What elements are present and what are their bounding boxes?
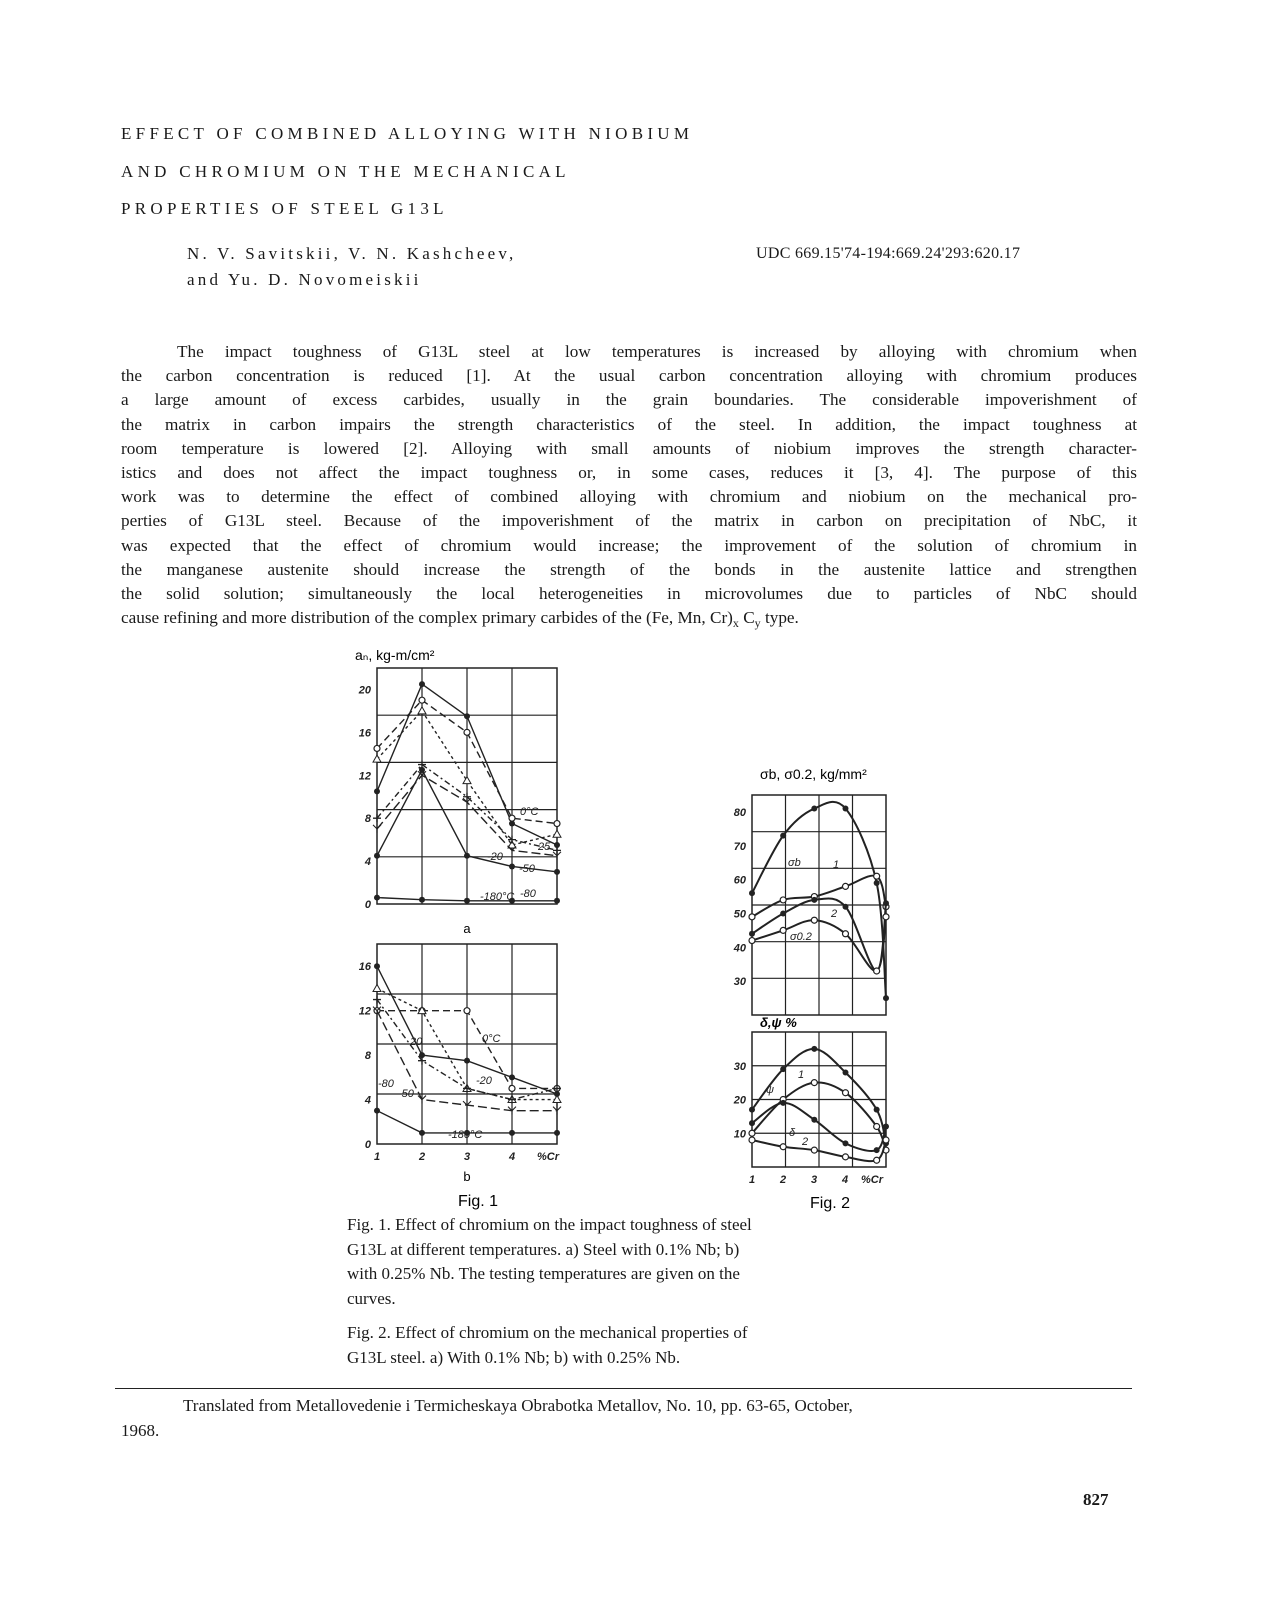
data-point [883,900,889,906]
data-point [842,1154,848,1160]
data-point [780,910,786,916]
fig2-strength-plot [733,795,889,1015]
x-tick-label: 2 [779,1174,787,1186]
x-tick-label: 3 [810,1174,818,1186]
data-point [874,968,880,974]
body-line: the manganese austenite should increase the strength of the bonds in the austenite lattice and strengthen [121,559,1137,579]
data-point [749,1137,755,1143]
y-tick-label: 50 [733,908,746,921]
data-point [509,1085,515,1091]
y-tick-label: 10 [733,1128,746,1141]
body-last-text: cause refining and more distribution of the complex primary carbides of the (Fe, Mn, Cr) [121,608,733,628]
curve-label: 2 [831,908,838,920]
fig1a-plot [358,668,561,911]
fig2-caption-line: G13L steel. a) With 0.1% Nb; b) with 0.25% Nb. [347,1347,681,1367]
data-point [811,1046,817,1052]
data-point [874,1107,880,1113]
y-tick-label: 0 [364,1139,371,1151]
data-point [419,681,425,687]
data-point [883,1124,889,1130]
data-point [509,863,515,869]
data-point [811,1147,817,1153]
data-point [842,1090,848,1096]
data-point [883,995,889,1001]
data-point [374,1108,380,1114]
y-tick-label: 16 [358,961,371,974]
data-point [749,1120,755,1126]
curve-label: 0°C [482,1033,501,1045]
fig1-caption [347,1213,907,1311]
data-point [811,917,817,923]
fig1-caption-line: Fig. 1. Effect of chromium on the impact toughness of steel [347,1215,752,1234]
y-tick-label: 8 [364,1050,371,1063]
data-point [842,1070,848,1076]
x-tick-label: %Cr [860,1174,884,1186]
translation-note [121,1393,1121,1443]
data-point [374,745,380,751]
fig2-label: Fig. 2 [809,1195,851,1212]
fig2-caption [347,1321,907,1370]
x-tick-label: 1 [373,1151,381,1163]
data-point [464,1058,470,1064]
data-point [464,729,470,735]
data-point [554,1130,560,1136]
y-tick-label: 70 [733,840,746,853]
data-point [373,755,381,762]
fig1a-panel-label: a [463,921,471,936]
data-point [419,1130,425,1136]
curve-label: 1 [798,1069,805,1081]
data-point [874,1147,880,1153]
body-line: istics and does not affect the impact toughness or, in some cases, reduces it [3, 4]. The purpose of this [121,463,1137,483]
body-line: a large amount of excess carbides, usually in the grain boundaries. The considerable impoverishment of [121,390,1137,410]
x-tick-label: 1 [748,1174,756,1186]
y-tick-label: 8 [364,813,371,826]
curve-label: -180°C [448,1129,483,1141]
data-point [419,767,425,773]
data-point [780,1100,786,1106]
data-point [749,938,755,944]
fig2-top-y-label: σb, σ0.2, kg/mm² [760,766,867,782]
data-point [374,895,380,901]
y-tick-label: 16 [358,727,371,740]
paper-title-line-2: AND CHROMIUM ON THE MECHANICAL [121,162,570,181]
curve-label: -80 [520,888,536,900]
y-tick-label: 0 [364,899,371,911]
subscript-y: y [754,616,761,631]
data-point [509,815,515,821]
data-point [749,1130,755,1136]
data-point [883,1137,889,1143]
y-tick-label: 40 [733,942,746,955]
data-point [374,963,380,969]
curve-label: 25 [538,841,551,853]
carbon-symbol: C [743,608,755,628]
fig1b-panel-label: b [463,1169,471,1184]
page-number: 827 [1083,1490,1109,1509]
y-tick-label: 30 [733,1060,746,1073]
fig2-bottom-y-label: δ,ψ % [760,1015,797,1030]
x-tick-label: 3 [463,1151,471,1163]
body-line: was expected that the effect of chromium would increase; the improvement of the solution of chromium in [121,535,1137,555]
fig2-caption-line: Fig. 2. Effect of chromium on the mechanical properties of [347,1323,748,1342]
body-last-tail: type. [764,608,799,628]
translation-note-line-2: 1968. [121,1421,160,1440]
data-point [780,927,786,933]
data-point [780,833,786,839]
fig1-y-axis-label: aₙ, kg-m/cm² [355,647,435,663]
data-point [749,1107,755,1113]
data-point [842,904,848,910]
data-point [811,1080,817,1086]
y-tick-label: 4 [364,1094,371,1107]
data-point [842,806,848,812]
curve-label: 20 [410,1036,423,1048]
data-point [374,788,380,794]
data-point [749,890,755,896]
y-tick-label: 60 [733,874,746,887]
fig1-caption-line: curves. [347,1288,396,1308]
data-point [842,883,848,889]
data-point [553,830,561,837]
data-point [554,821,560,827]
y-tick-label: 12 [358,770,371,783]
udc-code: UDC 669.15'74-194:669.24'293:620.17 [756,245,1021,262]
data-point [780,1066,786,1072]
data-point [780,897,786,903]
data-point [883,914,889,920]
data-point [509,1130,515,1136]
curve-label: -20 [487,851,503,863]
data-point [780,1144,786,1150]
subscript-x: x [732,616,739,631]
curve-label: 0°C [520,806,539,818]
curve-label: -50 [398,1088,414,1100]
paper-title-line-3: PROPERTIES OF STEEL G13L [121,199,448,218]
fig1b-plot [359,944,561,1163]
body-line: the matrix in carbon impairs the strength characteristics of the steel. In addition, the impact toughness at [121,414,1137,434]
curve-label: 1 [833,859,840,871]
fig2-ductility-plot [733,1032,889,1186]
curve-label: σ0.2 [790,931,812,943]
authors-line-1: N. V. Savitskii, V. N. Kashcheev, [187,244,517,263]
curve-label: -50 [519,863,535,875]
data-point [874,1157,880,1163]
y-tick-label: 12 [358,1005,371,1018]
data-point [509,1074,515,1080]
body-line: perties of G13L steel. Because of the impoverishment of the matrix in carbon on precipitation of NbC, it [121,511,1137,531]
data-point [553,1084,561,1092]
data-point [463,777,471,784]
data-point [811,1117,817,1123]
authors-line-2: and Yu. D. Novomeiskii [187,270,422,289]
fig1-caption-line: with 0.25% Nb. The testing temperatures are given on the [347,1264,740,1283]
data-point [874,880,880,886]
y-tick-label: 20 [358,684,371,697]
data-point [554,898,560,904]
fig1-label: Fig. 1 [457,1193,499,1210]
translation-note-line-1: Translated from Metallovedenie i Termicheskaya Obrabotka Metallov, No. 10, pp. 63-65, October, [183,1396,853,1415]
data-point [842,931,848,937]
body-line: room temperature is lowered [2]. Alloying with small amounts of niobium improves the strength character- [121,438,1137,458]
curve-label: 2 [802,1136,809,1148]
data-point [419,697,425,703]
body-line: The impact toughness of G13L steel at low temperatures is increased by alloying with chromium when [177,342,1137,361]
body-line: work was to determine the effect of combined alloying with chromium and niobium on the mechanical pro- [121,487,1137,507]
data-point [418,707,426,714]
data-point [464,1008,470,1014]
x-tick-label: %Cr [536,1151,560,1163]
y-tick-label: 80 [733,806,746,819]
data-point [374,853,380,859]
paper-title-line-1: EFFECT OF COMBINED ALLOYING WITH NIOBIUM [121,124,694,143]
y-tick-label: 4 [364,856,371,869]
data-point [464,898,470,904]
body-line: the carbon concentration is reduced [1]. At the usual carbon concentration alloying with chromium produces [121,366,1137,386]
data-point [749,914,755,920]
data-point [842,1140,848,1146]
curve-label: δ [789,1127,796,1139]
data-point [373,984,381,991]
data-point [811,897,817,903]
data-point [874,1124,880,1130]
footer-rule [115,1388,1132,1389]
data-point [554,869,560,875]
body-line: the solid solution; simultaneously the local heterogeneities in microvolumes due to particles of NbC should [121,584,1137,604]
x-tick-label: 2 [418,1151,426,1163]
data-point [811,806,817,812]
curve-label: -80 [378,1078,394,1090]
curve-label: -20 [476,1075,492,1087]
y-tick-label: 30 [733,976,746,989]
curve-label: σb [788,857,801,869]
x-tick-label: 4 [508,1151,516,1163]
data-point [464,853,470,859]
x-tick-label: 4 [841,1174,849,1186]
data-point [749,931,755,937]
curve-label: ψ [766,1084,775,1096]
data-point [419,897,425,903]
data-point [464,713,470,719]
curve-label: -180°C [480,891,515,903]
data-point [874,873,880,879]
y-tick-label: 20 [733,1094,746,1107]
fig1-caption-line: G13L at different temperatures. a) Steel with 0.1% Nb; b) [347,1239,740,1259]
